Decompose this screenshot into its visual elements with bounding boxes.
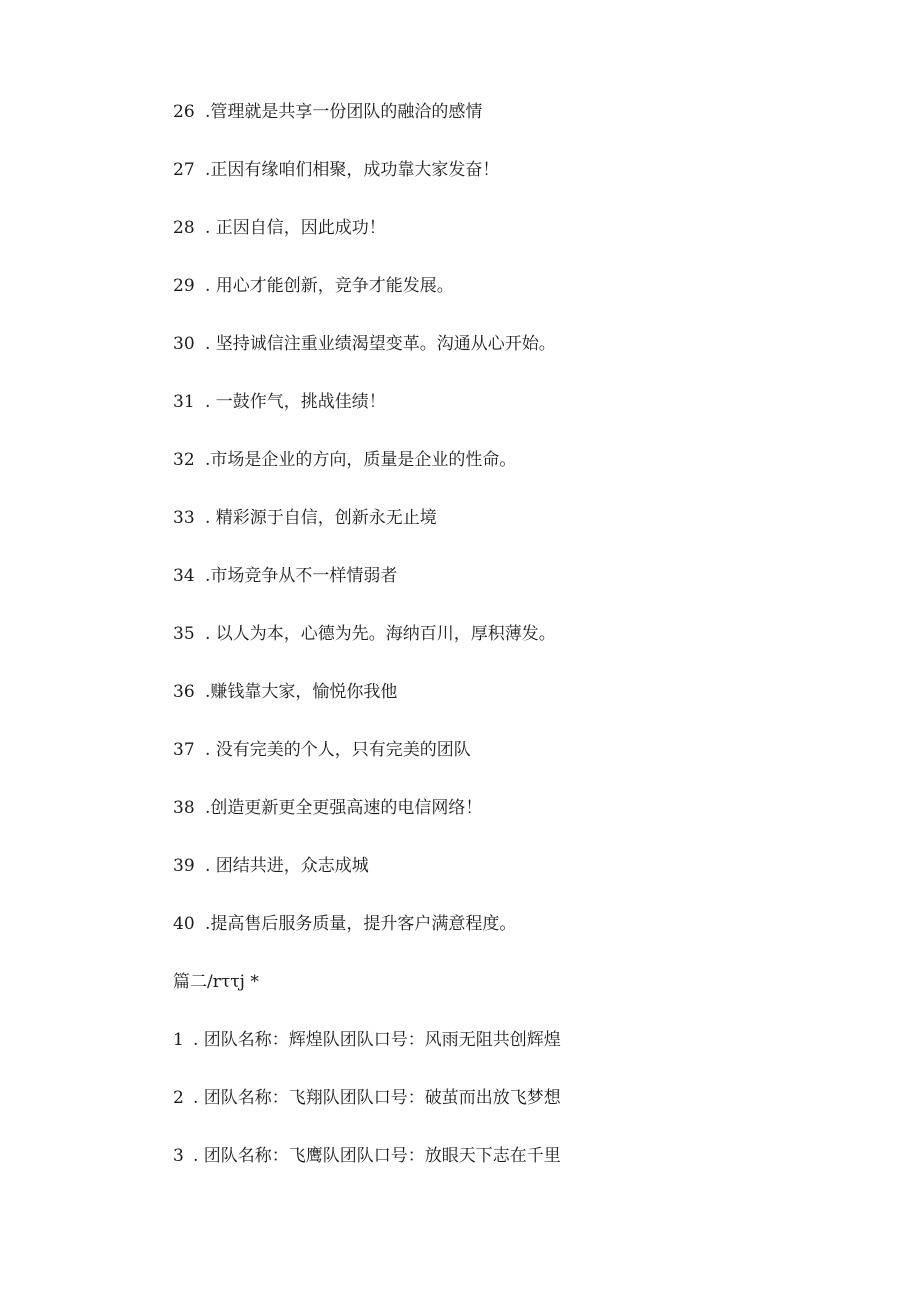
- list-item: [173, 623, 556, 645]
- item-text: . 团队名称：飞鹰队团队口号：放眼天下志在千里: [193, 1146, 561, 1166]
- list-item: [173, 565, 397, 587]
- item-text: .正因有缘咱们相聚，成功靠大家发奋！: [205, 160, 500, 180]
- item-text: . 团队名称：辉煌队团队口号：风雨无阻共创辉煌: [193, 1030, 561, 1050]
- list-item: [173, 507, 437, 529]
- item-number: 30: [173, 334, 195, 354]
- item-text: . 精彩源于自信，创新永无止境: [205, 508, 437, 528]
- item-text: . 正因自信，因此成功！: [205, 218, 386, 238]
- item-text: .管理就是共享一份团队的融洽的感情: [205, 102, 483, 122]
- list-item: [173, 333, 556, 355]
- list-item: [173, 101, 482, 123]
- item-text: . 团结共进，众志成城: [205, 856, 369, 876]
- list-item: [173, 1029, 561, 1051]
- item-text: . 用心才能创新，竞争才能发展。: [205, 276, 454, 296]
- item-text: .市场是企业的方向，质量是企业的性命。: [205, 450, 517, 470]
- item-text: . 没有完美的个人，只有完美的团队: [205, 740, 471, 760]
- item-text: .市场竞争从不一样情弱者: [205, 566, 398, 586]
- list-item: [173, 449, 516, 471]
- item-number: 27: [173, 160, 195, 180]
- section-heading: 篇二/rττj *: [173, 972, 259, 992]
- list-item: [173, 855, 369, 877]
- item-number: 33: [173, 508, 195, 528]
- item-text: . 以人为本，心德为先。海纳百川，厚积薄发。: [205, 624, 556, 644]
- item-number: 1: [173, 1030, 184, 1050]
- list-item: [173, 797, 482, 819]
- list-item: [173, 217, 386, 239]
- list-item: [173, 1087, 561, 1109]
- list-item: [173, 275, 454, 297]
- item-number: 34: [173, 566, 195, 586]
- item-number: 31: [173, 392, 195, 412]
- list-item: [173, 159, 499, 181]
- item-number: 26: [173, 102, 195, 122]
- list-item: [173, 1145, 561, 1167]
- item-text: .提高售后服务质量，提升客户满意程度。: [205, 914, 517, 934]
- item-number: 39: [173, 856, 195, 876]
- list-item: [173, 739, 471, 761]
- item-number: 38: [173, 798, 195, 818]
- item-number: 40: [173, 914, 195, 934]
- item-number: 36: [173, 682, 195, 702]
- item-number: 32: [173, 450, 195, 470]
- item-number: 37: [173, 740, 195, 760]
- list-item: [173, 681, 397, 703]
- list-item: [173, 913, 516, 935]
- item-number: 28: [173, 218, 195, 238]
- item-number: 3: [173, 1146, 184, 1166]
- item-number: 29: [173, 276, 195, 296]
- item-text: .创造更新更全更强高速的电信网络！: [205, 798, 483, 818]
- item-text: . 坚持诚信注重业绩渴望变革。沟通从心开始。: [205, 334, 556, 354]
- list-item: [173, 391, 386, 413]
- item-text: . 团队名称：飞翔队团队口号：破茧而出放飞梦想: [193, 1088, 561, 1108]
- item-number: 2: [173, 1088, 184, 1108]
- item-number: 35: [173, 624, 195, 644]
- item-text: . 一鼓作气，挑战佳绩！: [205, 392, 386, 412]
- item-text: .赚钱靠大家，愉悦你我他: [205, 682, 398, 702]
